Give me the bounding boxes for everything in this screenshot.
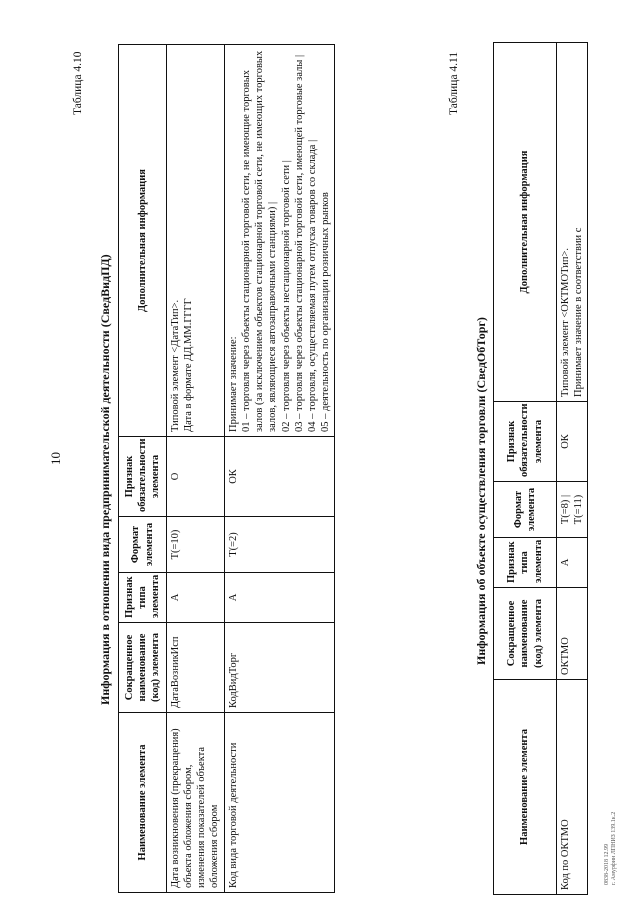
margin-note <box>604 812 618 885</box>
info-line: Типовой элемент <ДатаТип>. <box>170 299 181 432</box>
table-410-title: Информация в отношении вида предпринимательской деятельности (СведВидПД) <box>98 254 112 705</box>
table-411-header: Дополнительная информация <box>494 43 557 402</box>
table-410-header: Наименование элемента <box>119 713 167 893</box>
element-code: ДатаВозникИсп <box>167 623 225 713</box>
info-line: Принимает значение в соответствии с <box>573 227 585 397</box>
table-410 <box>118 44 335 893</box>
element-format: T(=2) <box>225 517 335 573</box>
element-name: Дата возникновения (прекращения) объекта обложения сбором, изменения показателей объекта обложения сбором <box>167 713 225 893</box>
info-line: Типовой элемент <ОКТМОТип>. <box>560 247 571 397</box>
info-line: 03 – торговля через объекты стационарной торговой сети, имеющей торговые залы | <box>293 54 305 432</box>
element-name: Код по ОКТМО <box>557 680 588 895</box>
table-411-header: Наименование элемента <box>494 680 557 895</box>
info-line: 05 – деятельность по организации розничных рынков <box>319 192 331 432</box>
element-format: T(=10) <box>167 517 225 573</box>
element-required: О <box>167 437 225 517</box>
format-line: T(=11) <box>573 494 585 525</box>
info-line: Дата в формате ДД.ММ.ГГГГ <box>183 298 195 432</box>
margin-note-line: 0838-2018 12.99 <box>604 844 610 885</box>
element-required: ОК <box>557 402 588 482</box>
table-410-header: Признак обязательности элемента <box>119 437 167 517</box>
element-required: ОК <box>225 437 335 517</box>
table-411-header: Признак типа элемента <box>494 538 557 588</box>
info-line: 02 – торговля через объекты нестационарной торговой сети | <box>280 160 292 432</box>
table-411-header: Признак обязательности элемента <box>494 402 557 482</box>
table-410-header: Дополнительная информация <box>119 45 167 437</box>
element-type: А <box>167 573 225 623</box>
element-info <box>225 45 335 437</box>
info-line: 04 – торговля, осуществляемая путем отпуска товаров со склада | <box>306 139 318 432</box>
table-410-label: Таблица 4.10 <box>72 51 84 115</box>
table-410-header: Признак типа элемента <box>119 573 167 623</box>
info-line: Принимает значение: <box>228 336 239 432</box>
table-row <box>557 43 588 895</box>
element-code: КодВидТорг <box>225 623 335 713</box>
table-row <box>167 45 225 893</box>
element-format <box>557 482 588 538</box>
table-411 <box>493 42 588 895</box>
info-line: 01 – торговля через объекты стационарной торговой сети, не имеющие торговых залов (за исключением объектов стационарной торговой сети, не имеющих торговых залов, являющиеся автозаправочными станциями) | <box>241 50 279 432</box>
table-410-header: Формат элемента <box>119 517 167 573</box>
element-name: Код вида торговой деятельности <box>225 713 335 893</box>
element-info <box>167 45 225 437</box>
element-code: ОКТМО <box>557 588 588 680</box>
table-410-header: Сокращенное наименование (код) элемента <box>119 623 167 713</box>
table-411-label: Таблица 4.11 <box>448 51 460 115</box>
element-info <box>557 43 588 402</box>
format-line: T(=8) | <box>560 494 571 525</box>
table-row <box>225 45 335 893</box>
element-type: А <box>225 573 335 623</box>
table-411-header: Формат элемента <box>494 482 557 538</box>
table-411-header: Сокращенное наименование (код) элемента <box>494 588 557 680</box>
element-type: А <box>557 538 588 588</box>
margin-note-line: г. Амурфин ЛПНИЗ 139.1к.2 <box>611 811 618 885</box>
table-411-title: Информация об объекте осуществления торговли (СведОбТорг) <box>474 317 488 665</box>
page-number: 10 <box>48 452 63 465</box>
